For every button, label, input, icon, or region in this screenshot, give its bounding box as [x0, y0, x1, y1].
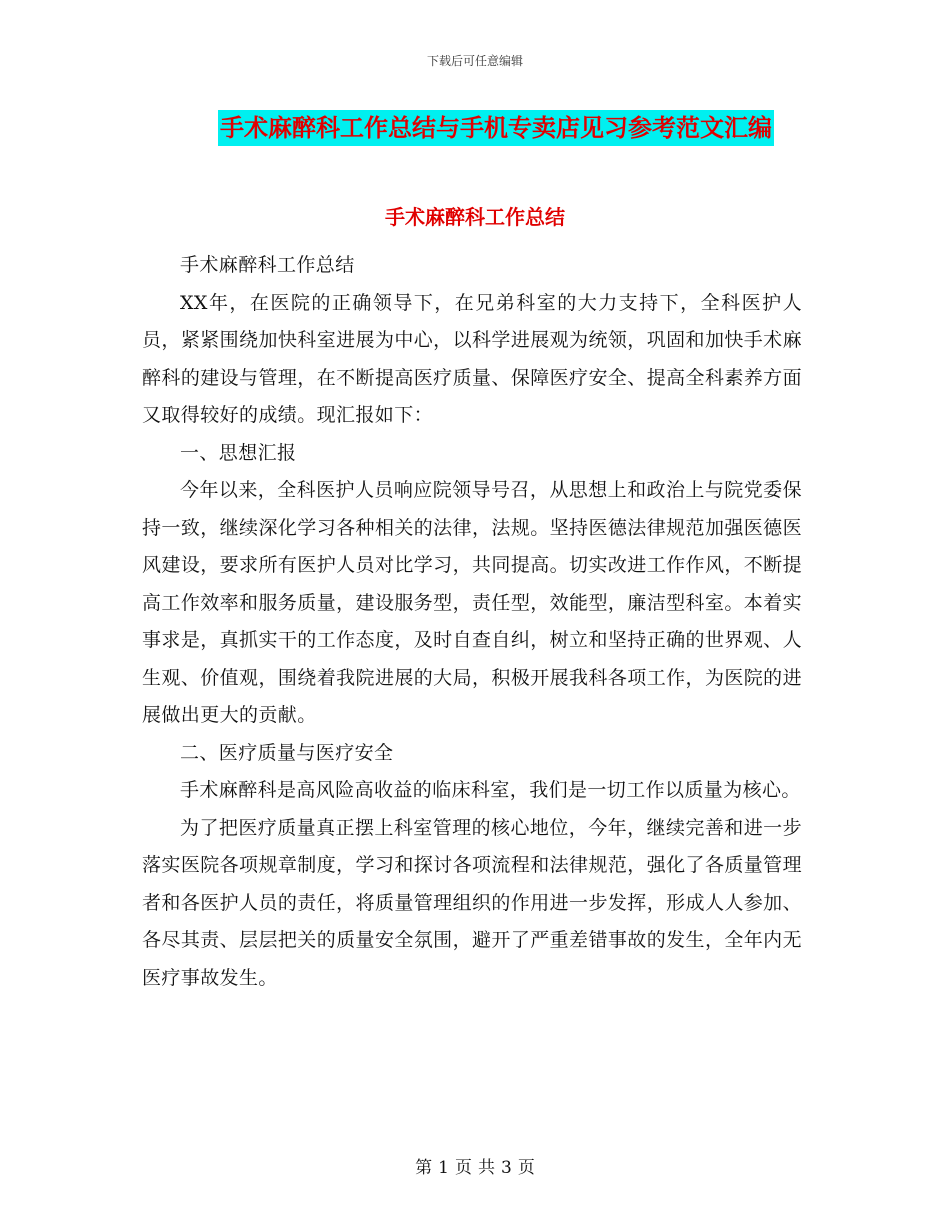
paragraph: 手术麻醉科是高风险高收益的临床科室，我们是一切工作以质量为核心。: [180, 779, 801, 801]
footer-label-unit-end: 页: [517, 1158, 535, 1178]
paragraph: 今年以来，全科医护人员响应院领导号召，从思想上和政治上与院党委保持一致，继续深化学习各种相关的法律，法规。坚持医德法律规范加强医德医风建设，要求所有医护人员对比学习，共同提高。切实改进工作作风，不断提高工作效率和服务质量，建设服务型，责任型，效能型，廉洁型科室。本着实事求是，真抓实干的工作态度，及时自查自纠，树立和坚持正确的世界观、人生观、价值观，围绕着我院进展的大局，积极开展我科各项工作，为医院的进展做出更大的贡献。: [142, 479, 802, 726]
paragraph: 手术麻醉科工作总结: [180, 254, 355, 276]
section-title: 手术麻醉科工作总结: [385, 205, 565, 229]
document-title: 手术麻醉科工作总结与手机专卖店见习参考范文汇编: [218, 110, 774, 146]
footer-total-pages: 3: [501, 1158, 512, 1178]
paragraph: XX年，在医院的正确领导下，在兄弟科室的大力支持下，全科医护人员，紧紧围绕加快科室进展为中心，以科学进展观为统领，巩固和加快手术麻醉科的建设与管理，在不断提高医疗质量、保障医疗安全、提高全科素养方面又取得较好的成绩。现汇报如下：: [142, 291, 802, 426]
document-title-container: [0, 110, 950, 146]
page-header-note: 下载后可任意编辑: [426, 54, 523, 68]
footer-label-unit: 页: [455, 1158, 472, 1178]
page-footer: [0, 1153, 950, 1178]
footer-label-total: 共: [478, 1158, 495, 1178]
footer-label-page: 第: [415, 1158, 433, 1178]
document-body: [142, 247, 802, 997]
paragraph-heading: 一、思想汇报: [180, 441, 297, 464]
footer-current-page: 1: [438, 1158, 449, 1178]
paragraph-heading: 二、医疗质量与医疗安全: [180, 741, 394, 764]
paragraph: 为了把医疗质量真正摆上科室管理的核心地位，今年，继续完善和进一步落实医院各项规章制度，学习和探讨各项流程和法律规范，强化了各质量管理者和各医护人员的责任，将质量管理组织的作用进一步发挥，形成人人参加、各尽其责、层层把关的质量安全氛围，避开了严重差错事故的发生，全年内无医疗事故发生。: [142, 816, 802, 989]
